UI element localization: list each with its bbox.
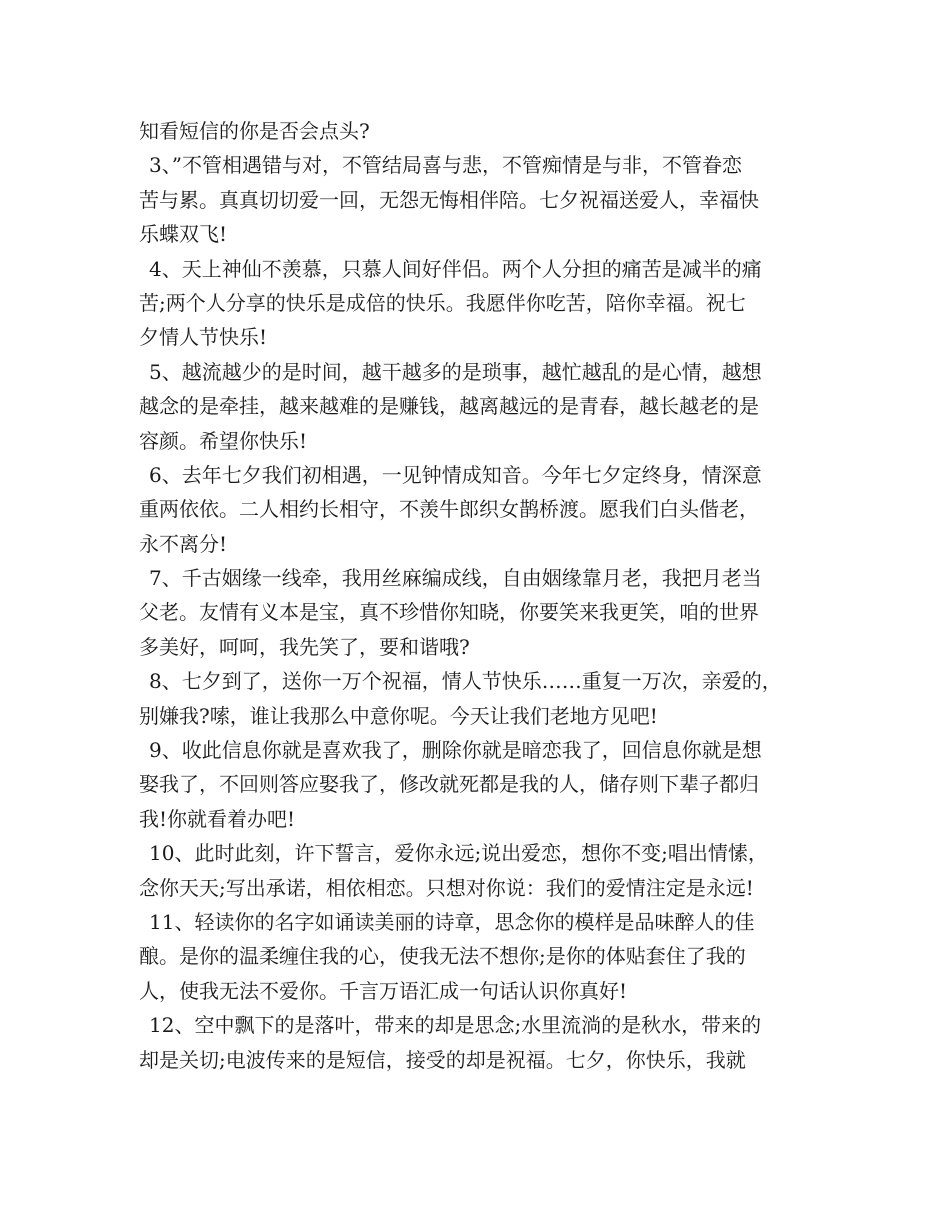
text-line: 7、千古姻缘一线牵，我用丝麻编成线，自由姻缘靠月老，我把月老当 <box>149 566 762 591</box>
text-line: 别嫌我?嗦，谁让我那么中意你呢。今天让我们老地方见吧! <box>139 703 658 728</box>
text-line: 12、空中飘下的是落叶，带来的却是思念;水里流淌的是秋水，带来的 <box>149 1013 762 1038</box>
text-line: 乐蝶双飞! <box>139 222 228 247</box>
text-line: 越念的是牵挂，越来越难的是赚钱，越离越远的是青春，越长越老的是 <box>139 394 759 419</box>
text-line: 夕情人节快乐! <box>139 325 268 350</box>
text-line: 却是关切;电波传来的是短信，接受的却是祝福。七夕，你快乐，我就 <box>139 1047 746 1072</box>
text-line: 8、七夕到了，送你一万个祝福，情人节快乐……重复一万次，亲爱的， <box>149 669 782 694</box>
text-line: 我!你就看着办吧! <box>139 806 296 831</box>
document-body <box>139 114 821 1077</box>
text-line: 10、此时此刻，许下誓言，爱你永远;说出爱恋，想你不变;唱出情愫， <box>149 841 768 866</box>
text-line: 6、去年七夕我们初相遇，一见钟情成知音。今年七夕定终身，情深意 <box>149 462 762 487</box>
text-line: 5、越流越少的是时间，越干越多的是琐事，越忙越乱的是心情，越想 <box>149 359 762 384</box>
text-line: 重两依依。二人相约长相守，不羡牛郎织女鹊桥渡。愿我们白头偕老， <box>139 497 759 522</box>
text-line: 苦与累。真真切切爱一回，无怨无悔相伴陪。七夕祝福送爱人，幸福快 <box>139 187 759 212</box>
text-line: 念你天天;写出承诺，相依相恋。只想对你说：我们的爱情注定是永远! <box>139 875 754 900</box>
text-line: 人，使我无法不爱你。千言万语汇成一句话认识你真好! <box>139 978 628 1003</box>
text-line: 知看短信的你是否会点头? <box>139 119 370 143</box>
text-line: 娶我了，不回则答应娶我了，修改就死都是我的人，储存则下辈子都归 <box>139 772 759 797</box>
text-line: 永不离分! <box>139 531 228 556</box>
text-line: 4、天上神仙不羡慕，只慕人间好伴侣。两个人分担的痛苦是减半的痛 <box>149 256 762 281</box>
text-line: 酿。是你的温柔缠住我的心，使我无法不想你;是你的体贴套住了我的 <box>139 944 746 969</box>
text-line: 多美好，呵呵，我先笑了，要和谐哦? <box>139 634 470 659</box>
text-line: 11、轻读你的名字如诵读美丽的诗章，思念你的模样是品味醉人的佳 <box>149 909 755 934</box>
text-line: 容颜。希望你快乐! <box>139 428 308 453</box>
text-line: 9、收此信息你就是喜欢我了，删除你就是暗恋我了，回信息你就是想 <box>149 738 762 763</box>
text-line: 父老。友情有义本是宝，真不珍惜你知晓，你要笑来我更笑，咱的世界 <box>139 600 759 625</box>
text-line: 苦;两个人分享的快乐是成倍的快乐。我愿伴你吃苦，陪你幸福。祝七 <box>139 290 746 315</box>
text-line: 3、”不管相遇错与对，不管结局喜与悲，不管痴情是与非，不管眷恋 <box>149 153 742 178</box>
